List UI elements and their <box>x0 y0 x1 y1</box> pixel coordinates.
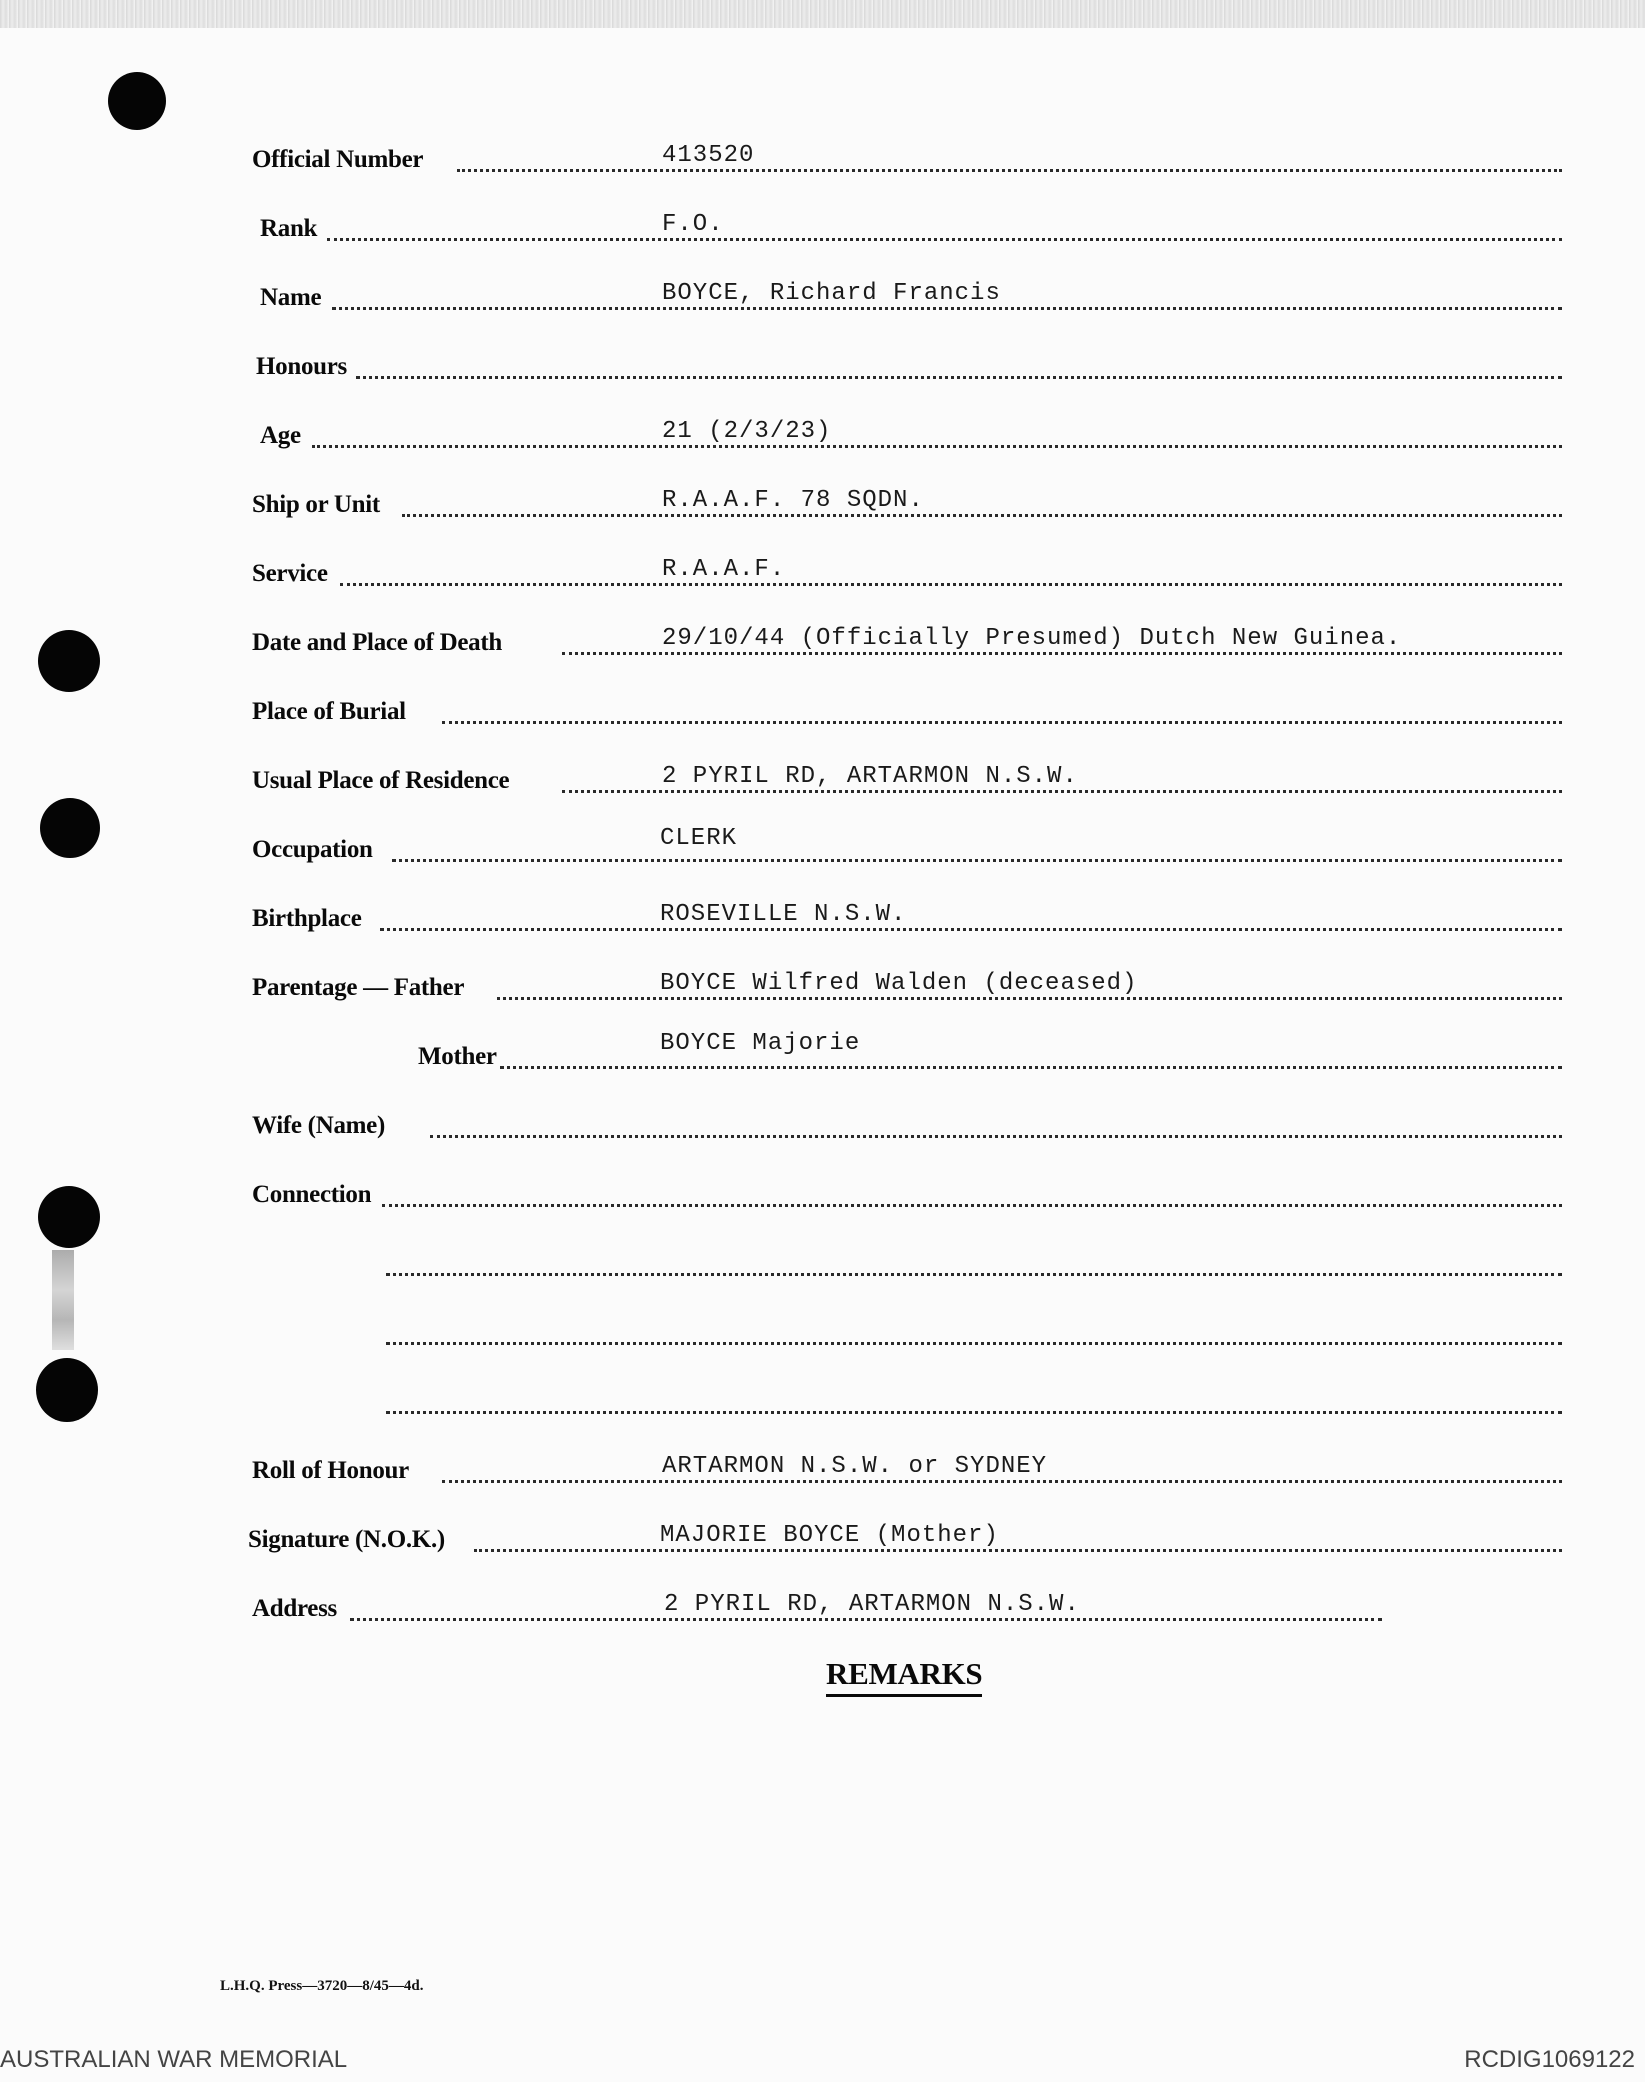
dotted-line <box>442 1480 1562 1483</box>
dotted-line <box>386 1273 1562 1276</box>
dotted-line <box>457 169 1562 172</box>
dotted-line <box>380 928 1562 931</box>
dotted-line <box>474 1549 1562 1552</box>
field-label: Address <box>252 1595 337 1622</box>
field-label: Signature (N.O.K.) <box>248 1526 445 1553</box>
dotted-line <box>386 1342 1562 1345</box>
field-name <box>252 272 1562 316</box>
dotted-line <box>340 583 1562 586</box>
field-label: Mother <box>418 1043 497 1070</box>
field-label: Ship or Unit <box>252 491 380 518</box>
field-birthplace <box>252 893 1562 937</box>
field-value: 2 PYRIL RD, ARTARMON N.S.W. <box>662 763 1078 790</box>
field-ship-or-unit <box>252 479 1562 523</box>
form-code: L.H.Q. Press—3720—8/45—4d. <box>220 1978 424 1994</box>
punch-hole <box>108 72 166 130</box>
remarks-heading: REMARKS <box>826 1656 982 1697</box>
field-value: BOYCE, Richard Francis <box>662 280 1001 307</box>
dotted-line <box>327 238 1562 241</box>
dotted-line <box>332 307 1562 310</box>
dotted-line <box>442 721 1562 724</box>
field-label: Roll of Honour <box>252 1457 409 1484</box>
field-connection-continued <box>252 1376 1562 1420</box>
dotted-line <box>386 1411 1562 1414</box>
field-value: 2 PYRIL RD, ARTARMON N.S.W. <box>664 1591 1080 1618</box>
field-honours <box>252 341 1562 385</box>
field-value: 29/10/44 (Officially Presumed) Dutch New Guinea. <box>662 625 1402 652</box>
field-label: Honours <box>256 353 347 380</box>
field-value: R.A.A.F. <box>662 556 786 583</box>
field-connection-continued <box>252 1307 1562 1351</box>
punch-hole <box>38 630 100 692</box>
field-label: Occupation <box>252 836 373 863</box>
scan-edge <box>0 0 1645 28</box>
dotted-line <box>562 790 1562 793</box>
field-age <box>252 410 1562 454</box>
field-roll-of-honour <box>252 1445 1562 1489</box>
field-value: CLERK <box>660 825 738 852</box>
footer-institution: AUSTRALIAN WAR MEMORIAL <box>0 2046 348 2073</box>
field-connection <box>252 1169 1562 1213</box>
field-value: 21 (2/3/23) <box>662 418 832 445</box>
dotted-line <box>312 445 1562 448</box>
field-value: BOYCE Wilfred Walden (deceased) <box>660 970 1138 997</box>
field-label: Official Number <box>252 146 424 173</box>
field-label: Birthplace <box>252 905 362 932</box>
field-label: Usual Place of Residence <box>252 767 510 794</box>
field-signature-nok <box>248 1514 1562 1558</box>
field-label: Date and Place of Death <box>252 629 502 656</box>
field-place-of-burial <box>252 686 1562 730</box>
punch-hole <box>40 798 100 858</box>
field-value: ROSEVILLE N.S.W. <box>660 901 907 928</box>
scan-smear <box>52 1250 74 1350</box>
field-value: R.A.A.F. 78 SQDN. <box>662 487 924 514</box>
field-value: F.O. <box>662 211 724 238</box>
punch-hole <box>38 1186 100 1248</box>
field-value: MAJORIE BOYCE (Mother) <box>660 1522 999 1549</box>
dotted-line <box>392 859 1562 862</box>
dotted-line <box>356 376 1562 379</box>
field-occupation <box>252 824 1562 868</box>
field-label: Service <box>252 560 328 587</box>
field-label: Age <box>260 422 301 449</box>
field-label: Place of Burial <box>252 698 406 725</box>
field-label: Name <box>260 284 322 311</box>
field-usual-residence <box>252 755 1562 799</box>
field-official-number <box>252 134 1562 178</box>
field-label: Wife (Name) <box>252 1112 385 1139</box>
field-value: BOYCE Majorie <box>660 1030 861 1057</box>
dotted-line <box>500 1066 1562 1069</box>
field-address <box>252 1583 1562 1627</box>
dotted-line <box>402 514 1562 517</box>
footer-reference-id: RCDIG1069122 <box>1464 2046 1635 2073</box>
field-label: Parentage — Father <box>252 974 465 1001</box>
field-value: 413520 <box>662 142 755 169</box>
dotted-line <box>350 1618 1382 1621</box>
field-service <box>252 548 1562 592</box>
field-rank <box>252 203 1562 247</box>
field-connection-continued <box>252 1238 1562 1282</box>
field-wife <box>252 1100 1562 1144</box>
punch-hole <box>36 1358 98 1422</box>
field-label: Rank <box>260 215 318 242</box>
dotted-line <box>562 652 1562 655</box>
field-father <box>252 962 1562 1006</box>
field-date-place-of-death <box>252 617 1562 661</box>
dotted-line <box>497 997 1562 1000</box>
dotted-line <box>382 1204 1562 1207</box>
field-value: ARTARMON N.S.W. or SYDNEY <box>662 1453 1048 1480</box>
dotted-line <box>430 1135 1562 1138</box>
field-label: Connection <box>252 1181 372 1208</box>
field-mother <box>252 1031 1562 1075</box>
